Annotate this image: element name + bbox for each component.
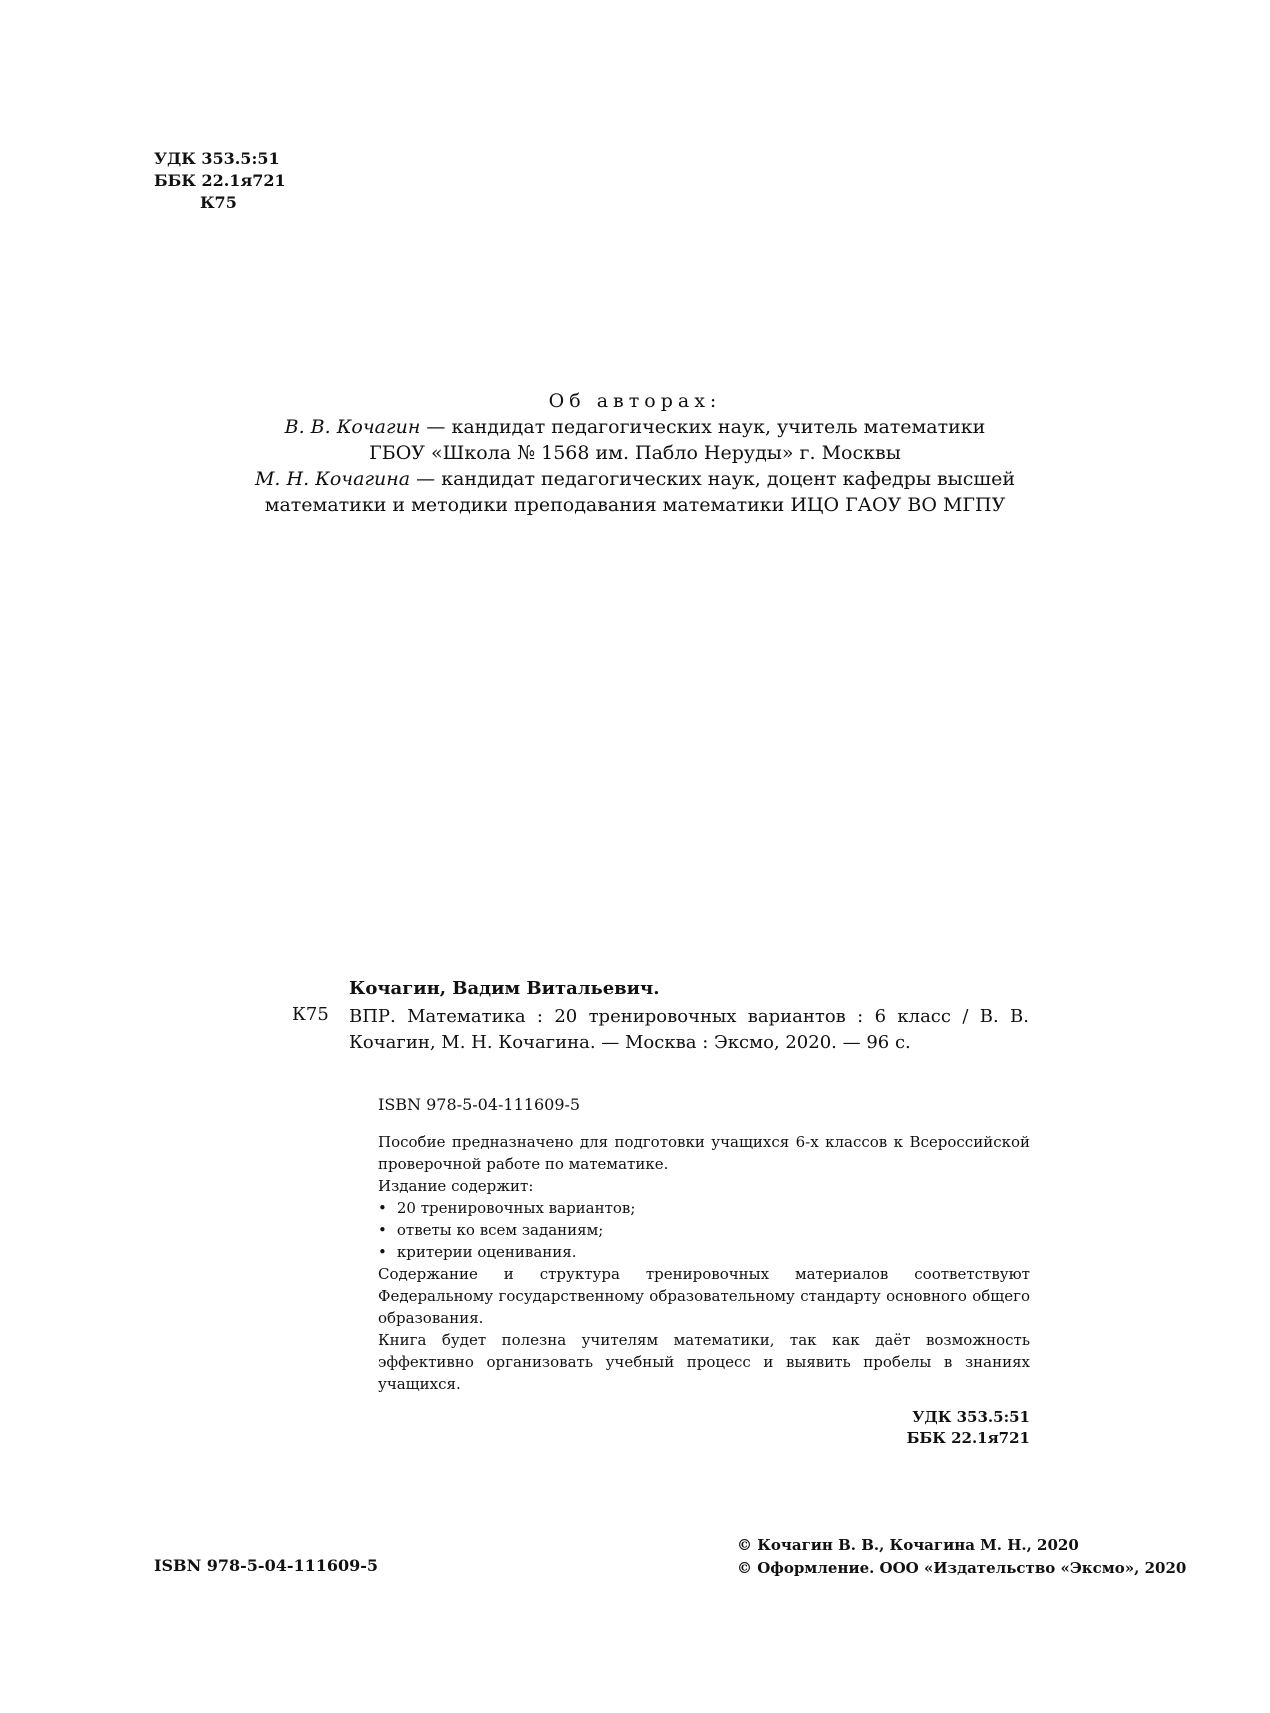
annotation-p3: Книга будет полезна учителям математики, так как даёт возможность эффективно организовать учебный процесс и выявить пробелы в знаниях учащихся. [378,1331,1030,1393]
annotation-p1: Пособие предназначено для подготовки учащихся 6-х классов к Всероссийской проверочной работе по математике. [378,1133,1030,1173]
annotation-contents-label: Издание содержит: [378,1177,534,1195]
footer-isbn: ISBN 978-5-04-111609-5 [154,1556,379,1575]
bbk-code-bottom: ББК 22.1я721 [906,1429,1030,1447]
author2-desc2: математики и методики преподавания математики ИЦО ГАОУ ВО МГПУ [264,494,1006,516]
annotation-bullet: • ответы ко всем заданиям; [378,1219,1030,1241]
card-author-heading: Кочагин, Вадим Витальевич. [349,978,660,999]
annotation-p2: Содержание и структура тренировочных материалов соответствуют Федеральному государственному образовательному стандарту основного общего образования. [378,1265,1030,1327]
card-title: ВПР. Математика : 20 тренировочных вариантов : 6 класс / В. В. Кочагин, М. Н. Кочагина. — Москва : Эксмо, 2020. — 96 с. [349,1006,1029,1053]
author-mark: К75 [200,193,237,212]
author1-desc: — кандидат педагогических наук, учитель математики [420,416,986,438]
udk-code: УДК 353.5:51 [154,149,280,168]
annotation [378,1131,1030,1395]
author2-name: М. Н. Кочагина [254,468,411,490]
author2-line [0,466,1270,492]
author1-line [0,414,1270,440]
card-isbn: ISBN 978-5-04-111609-5 [378,1095,581,1114]
author1-name: В. В. Кочагин [284,416,421,438]
classification-top [154,148,286,214]
copyright-design: © Оформление. ООО «Издательство «Эксмо», 2020 [737,1559,1187,1577]
classification-bottom [900,1407,1030,1449]
bbk-code: ББК 22.1я721 [154,171,286,190]
author2-desc: — кандидат педагогических наук, доцент кафедры высшей [410,468,1016,490]
about-authors-heading: Об авторах: [548,390,722,412]
about-authors-section [0,388,1270,518]
udk-code-bottom: УДК 353.5:51 [912,1408,1030,1426]
copyright-block [737,1534,1186,1580]
annotation-bullet: • 20 тренировочных вариантов; [378,1197,1030,1219]
card-author-mark: К75 [292,1004,329,1025]
annotation-bullet: • критерии оценивания. [378,1241,1030,1263]
author1-desc2: ГБОУ «Школа № 1568 им. Пабло Неруды» г. Москвы [369,442,901,464]
copyright-authors: © Кочагин В. В., Кочагина М. Н., 2020 [737,1536,1079,1554]
